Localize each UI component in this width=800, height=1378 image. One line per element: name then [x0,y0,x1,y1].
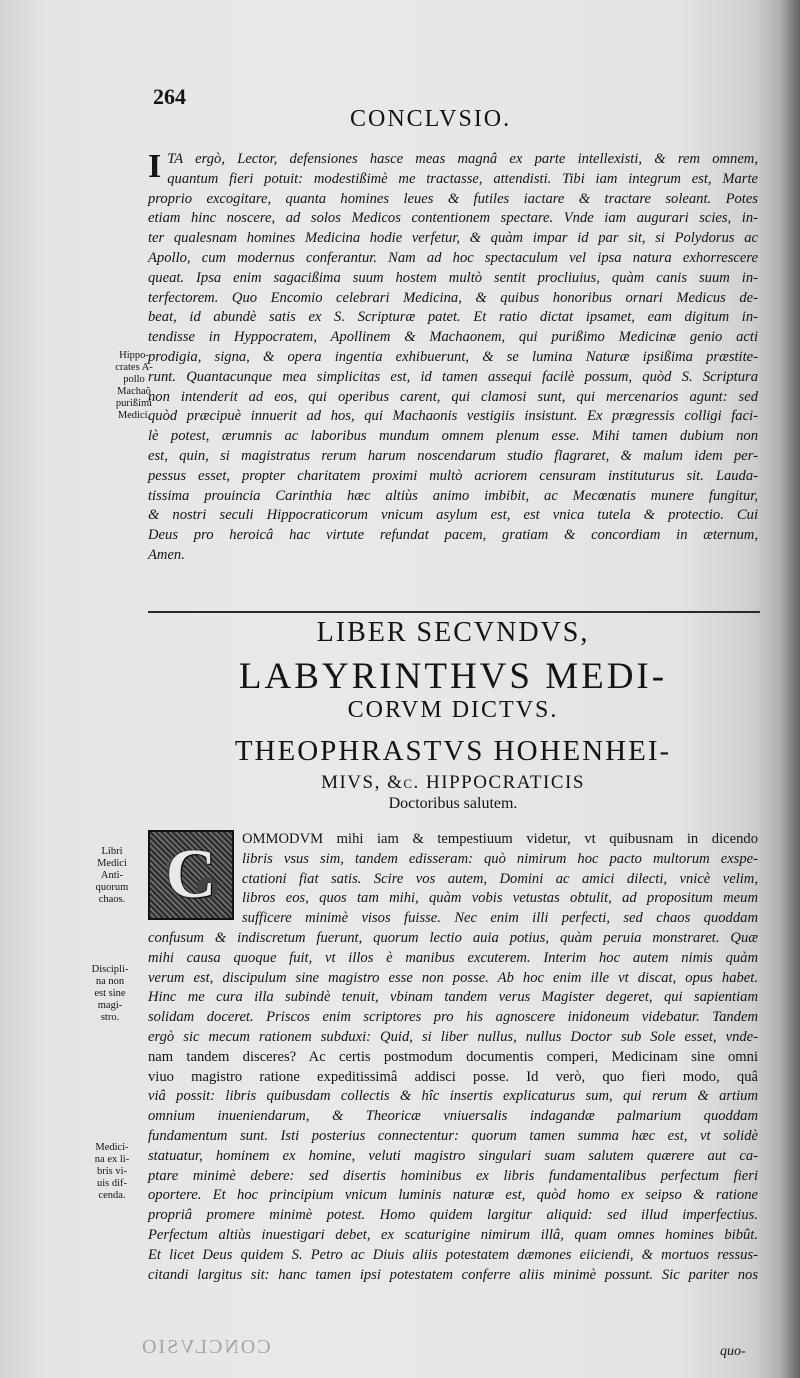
text-line: statuatur, hominem ex homine, veluti magistro singulari suam salutem quærere aut ca- [148,1147,758,1164]
text-line: fundamentum sunt. Isti posterius connectentur: quorum tamen summa hæc est, vt solidè [148,1127,758,1144]
margin-note-line: crates A- [115,362,153,373]
text-line: terfectorem. Quo Encomio celebrari Medicina, & quibus honoribus ornari Medicus de- [148,289,758,306]
text-line: Hinc me cura illa subindè tenuit, vbinam tandem verus Magister degeret, qui sapientiam [148,989,758,1006]
margin-note-line: Medici- [95,1142,129,1153]
text-line: citandi largitus sit: hanc tamen ipsi potestatem conferre aliis minimè possunt. Sic pariter nos [148,1266,758,1283]
mius-title: MIVS, &c. HIPPOCRATICIS [321,772,585,793]
margin-note-disciplina [84,964,136,1024]
margin-note-line: pollo [123,374,145,385]
text-line: ter qualesnam homines Medicina hodie verfetur, & quàm impar id par sit, si Polydorus ac [148,230,758,247]
margin-note-line: na ex li- [94,1154,130,1165]
liber-paragraph [148,830,758,1285]
text-line: & nostri seculi Hippocraticorum vnicum asylum est, est vnica tutela & protectio. Cui [148,507,758,524]
margin-note-line: bris vi- [96,1166,128,1177]
catchword: quo- [720,1344,746,1359]
text-line: oportere. Et hoc principium vnicum luminis naturæ est, quòd homo ex seipso & ratione [148,1187,758,1204]
conclusio-drop-initial: I [148,148,162,185]
text-line: viuo magistro ratione expeditissimâ addisci posse. Id verò, quo fieri modo, quâ [148,1068,758,1085]
margin-note-line: Libri [101,846,123,857]
text-line: ctationi fiat satis. Scire vos autem, Domini ac amici dilecti, vnicè velim, [242,870,758,887]
text-line: Amen. [148,546,185,563]
text-line: pessus esset, propter charitatem proximi multò acriorem censuram instituturus sit. Lauda- [148,467,758,484]
liber-title: LIBER SECVNDVS, [316,617,590,648]
page-number: 264 [153,84,186,109]
text-line: non intenderit ad eos, qui operibus carent, qui clamosi sunt, qui mercenarios agunt: sed [148,388,758,405]
margin-note-line: Hippo- [119,350,149,361]
decorated-initial-letter: C [165,836,217,913]
page-gutter-shadow [780,0,800,1378]
text-line: prodigia, signa, & opera ingentia exhibuerunt, & se lumina Naturæ ipsißima præstite- [148,348,758,365]
section-divider [148,611,760,613]
text-line: omnium inueniendarum, & Theoricæ vniuersalis indagandæ palmarium quoddam [148,1108,758,1125]
text-line: queat. Ipsa enim sagacißima suum hostem multò sentit procliuius, quàm canis suum in- [148,269,758,286]
text-line: etiam hinc noscere, ad solos Medicos contentionem spectare. Vnde iam augurari scies, in- [148,210,758,227]
text-line: Et licet Deus quidem S. Petro ac Diuis aliis potestatem dæmones eiiciendi, & mortuos ressus- [148,1246,758,1263]
margin-note-line: uis dif- [96,1178,128,1189]
margin-note-medicina [86,1142,138,1202]
bleed-through-text: CONCLVSIO [140,1336,271,1358]
margin-note-line: stro. [100,1012,120,1023]
text-line: libris vsus sim, tandem edisseram: quò nimirum hoc pacto multorum exspe- [242,850,758,867]
text-line: est, quin, si magistratus rerum harum noscendarum studio flagraret, & malum idem per- [148,447,758,464]
margin-note-line: Machaõ [117,386,151,397]
margin-note-line: na non [95,976,125,987]
margin-note-line: est sine [94,988,126,999]
margin-note-line: Discipli- [91,964,129,975]
text-line: confusum & indiscretum fuerunt, quorum lectio auia potius, quàm peruia monstraret. Quæ [148,929,758,946]
text-line: viâ possit: libris quibusdam collectis & hîc insertis explicaturus sum, qui rerum & artium [148,1088,758,1105]
text-line: nam tandem disceres? Ac certis postmodum documentis comperi, Medicinam sine omni [148,1048,758,1065]
text-line: Deus pro heroicâ hac virtute refundat pacem, gratiam & concordiam in æternum, [148,527,758,544]
text-line: proprio excogitare, quanta homines leues & futiles iactare & tractare soleant. Potes [148,190,758,207]
text-line: ergò sic mecum rationem subduxi: Quid, si liber nullus, nullus Doctor sub Sole esset, vnde- [148,1028,758,1045]
text-line: Perfectum altiùs inuestigari debet, ex scaturigine nimirum illâ, quam omnes homines bibût. [148,1226,758,1243]
margin-note-line: Anti- [100,870,124,881]
text-line: libros eos, quos tam mihi, quàm vobis vetustas obtulit, ad propositum meum [242,890,758,907]
running-head: CONCLVSIO. [350,106,512,132]
margin-note-line: purißimi [115,398,153,409]
text-line: tendisse in Hyppocratem, Apollinem & Machaonem, qui purißimo Medicinæ genio acti [148,329,758,346]
text-line: propriâ promere minimè potest. Homo quidem largitur aliquid: sed illud imperfectius. [148,1207,758,1224]
margin-note-line: quorum [95,882,129,893]
text-line: sufficere minimè visos fuisse. Nec enim illi perfecti, sed chaos quoddam [242,910,758,927]
text-line: OMMODVM mihi iam & tempestiuum videtur, vt quibusnam in dicendo [242,831,758,847]
text-line: quòd præcipuè innuerit ad hos, qui Machaonis vestigiis insistunt. Ex prægressis colligi faci- [148,408,758,425]
text-line: verum est, discipulum sine magistro esse non posse. Ab hoc enim ille vt discat, opus habet. [148,969,758,986]
text-line: ptare minimè debere: sed disertis hominibus ex libris fundamentalibus perfectum fieri [148,1167,758,1184]
labyrinthus-title: LABYRINTHVS MEDI- [238,656,668,697]
corum-title: CORVM DICTVS. [347,697,559,723]
margin-note-line: magi- [97,1000,123,1011]
text-line: beat, id abundè satis ex S. Scripturæ patet. Et ratio dictat ipsamet, eam digitum in- [148,309,758,326]
margin-note-libri-medici [86,846,138,906]
margin-note-line: chaos. [98,894,126,905]
text-line: quantum fieri potuit: modestißimè me tractasse, attendisti. Tibi iam integrum est, Marte [167,170,758,187]
text-line: tissima prouincia Carinthia hæc altiùs animo imbibit, ac Mecœnatis munere fungitur, [148,487,758,504]
text-line: lè potest, ærumnis ac laboribus mundum omnem plenum esse. Mihi tamen dubium non [148,428,758,445]
theophrastus-title: THEOPHRASTVS HOHENHEI- [234,735,672,767]
text-line: solidam doceret. Priscos enim scriptores pro his agnoscere inidoneum videbatur. Tandem [148,1009,758,1026]
margin-note-hippocrates [108,350,160,422]
text-line: Apollo, cum modernus conferantur. Nam ad hoc spectaculum vel ipsa natura exhorrescere [148,249,758,266]
margin-note-line: Medici. [117,410,151,421]
margin-note-line: Medici [97,858,127,869]
text-line: mihi causa quoque fuit, vt illos è manibus excuterem. Interim hoc autem nimis quàm [148,949,758,966]
text-line: runt. Quantacunque mea simplicitas est, id tamen assequi facilè possum, quòd S. Scriptura [148,368,758,385]
doctoribus-title: Doctoribus salutem. [388,795,518,812]
conclusio-paragraph [148,150,758,566]
text-line: TA ergò, Lector, defensiones hasce meas magnâ ex parte intellexisti, & rem omnem, [167,151,758,167]
margin-note-line: cenda. [98,1190,126,1201]
